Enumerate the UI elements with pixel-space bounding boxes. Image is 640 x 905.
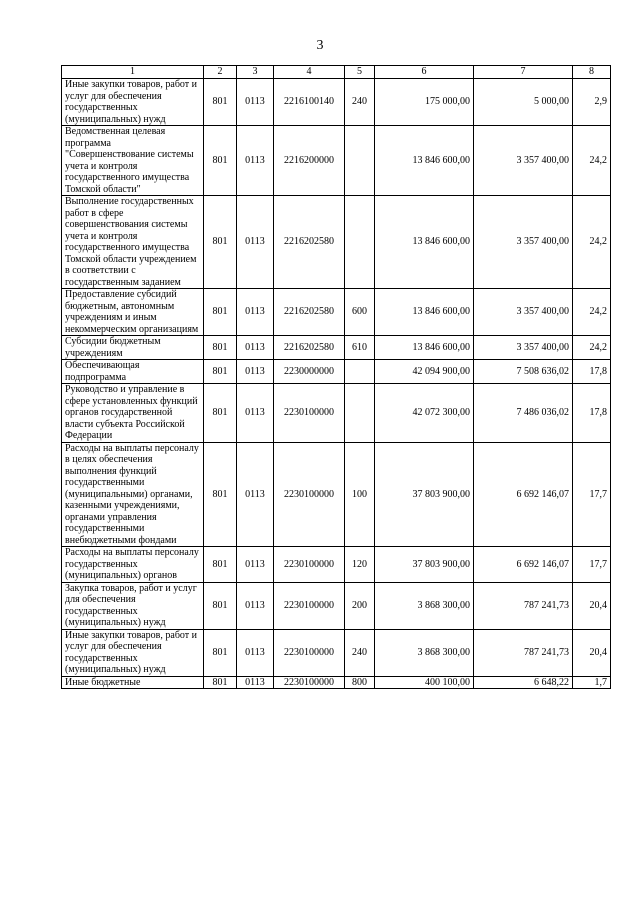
executed-amount-cell: 7 486 036,02 [474,384,573,443]
table-row [62,547,611,583]
percent-cell: 20,4 [573,629,611,676]
target-article-cell: 2230100000 [274,547,345,583]
section-code-cell: 0113 [237,676,274,689]
percent-cell: 2,9 [573,79,611,126]
percent-cell: 20,4 [573,582,611,629]
table-row [62,384,611,443]
department-code-cell: 801 [204,442,237,547]
target-article-cell: 2230100000 [274,442,345,547]
section-code-cell: 0113 [237,126,274,196]
row-name-cell: Выполнение государственных работ в сфере совершенствования системы учета и контроля государственного имущества Томской области учреждением в соответствии с государственным заданием [62,196,204,289]
department-code-cell: 801 [204,126,237,196]
plan-amount-cell: 3 868 300,00 [375,629,474,676]
department-code-cell: 801 [204,676,237,689]
target-article-cell: 2230100000 [274,384,345,443]
row-name-cell: Ведомственная целевая программа "Совершенствование системы учета и контроля государственного имущества Томской области" [62,126,204,196]
section-code-cell: 0113 [237,547,274,583]
expense-type-cell: 100 [345,442,375,547]
executed-amount-cell: 3 357 400,00 [474,289,573,336]
table-row [62,196,611,289]
percent-cell: 17,8 [573,360,611,384]
plan-amount-cell: 13 846 600,00 [375,336,474,360]
target-article-cell: 2216202580 [274,289,345,336]
target-article-cell: 2230000000 [274,360,345,384]
percent-cell: 17,7 [573,547,611,583]
expense-type-cell: 200 [345,582,375,629]
target-article-cell: 2216200000 [274,126,345,196]
budget-table [61,65,611,689]
target-article-cell: 2216202580 [274,336,345,360]
column-header: 1 [62,66,204,79]
expense-type-cell: 240 [345,79,375,126]
expense-type-cell [345,196,375,289]
expense-type-cell [345,384,375,443]
target-article-cell: 2216202580 [274,196,345,289]
department-code-cell: 801 [204,289,237,336]
section-code-cell: 0113 [237,629,274,676]
row-name-cell: Руководство и управление в сфере установленных функций органов государственной власти субъекта Российской Федерации [62,384,204,443]
target-article-cell: 2230100000 [274,629,345,676]
plan-amount-cell: 400 100,00 [375,676,474,689]
section-code-cell: 0113 [237,384,274,443]
expense-type-cell: 120 [345,547,375,583]
section-code-cell: 0113 [237,336,274,360]
department-code-cell: 801 [204,384,237,443]
table-row [62,126,611,196]
plan-amount-cell: 175 000,00 [375,79,474,126]
plan-amount-cell: 13 846 600,00 [375,289,474,336]
row-name-cell: Расходы на выплаты персоналу государственных (муниципальных) органов [62,547,204,583]
plan-amount-cell: 42 094 900,00 [375,360,474,384]
plan-amount-cell: 13 846 600,00 [375,196,474,289]
section-code-cell: 0113 [237,79,274,126]
percent-cell: 1,7 [573,676,611,689]
department-code-cell: 801 [204,547,237,583]
row-name-cell: Обеспечивающая подпрограмма [62,360,204,384]
table-body [62,66,611,689]
table-row [62,289,611,336]
page-number: 3 [316,38,324,53]
executed-amount-cell: 7 508 636,02 [474,360,573,384]
row-name-cell: Предоставление субсидий бюджетным, автономным учреждениям и иным некоммерческим организациям [62,289,204,336]
department-code-cell: 801 [204,336,237,360]
target-article-cell: 2230100000 [274,676,345,689]
row-name-cell: Иные закупки товаров, работ и услуг для обеспечения государственных (муниципальных) нужд [62,79,204,126]
target-article-cell: 2230100000 [274,582,345,629]
plan-amount-cell: 3 868 300,00 [375,582,474,629]
table-row [62,79,611,126]
table-row [62,582,611,629]
department-code-cell: 801 [204,629,237,676]
row-name-cell: Иные закупки товаров, работ и услуг для обеспечения государственных (муниципальных) нужд [62,629,204,676]
column-header: 8 [573,66,611,79]
table-row [62,360,611,384]
plan-amount-cell: 37 803 900,00 [375,547,474,583]
section-code-cell: 0113 [237,196,274,289]
row-name-cell: Расходы на выплаты персоналу в целях обеспечения выполнения функций государственными (муниципальными) органами, казенными учреждениями, органами управления государственными внебюджетными фондами [62,442,204,547]
table-header-row [62,66,611,79]
percent-cell: 24,2 [573,126,611,196]
column-header: 3 [237,66,274,79]
expense-type-cell [345,360,375,384]
executed-amount-cell: 3 357 400,00 [474,196,573,289]
column-header: 4 [274,66,345,79]
department-code-cell: 801 [204,360,237,384]
table-row [62,336,611,360]
executed-amount-cell: 3 357 400,00 [474,336,573,360]
table-row [62,442,611,547]
table-row [62,629,611,676]
section-code-cell: 0113 [237,442,274,547]
table-row [62,676,611,689]
target-article-cell: 2216100140 [274,79,345,126]
expense-type-cell: 600 [345,289,375,336]
department-code-cell: 801 [204,79,237,126]
percent-cell: 17,7 [573,442,611,547]
executed-amount-cell: 5 000,00 [474,79,573,126]
expense-type-cell: 240 [345,629,375,676]
percent-cell: 24,2 [573,196,611,289]
plan-amount-cell: 42 072 300,00 [375,384,474,443]
executed-amount-cell: 787 241,73 [474,582,573,629]
percent-cell: 24,2 [573,289,611,336]
plan-amount-cell: 13 846 600,00 [375,126,474,196]
executed-amount-cell: 787 241,73 [474,629,573,676]
expense-type-cell: 800 [345,676,375,689]
executed-amount-cell: 6 692 146,07 [474,547,573,583]
section-code-cell: 0113 [237,360,274,384]
department-code-cell: 801 [204,582,237,629]
expense-type-cell [345,126,375,196]
row-name-cell: Иные бюджетные [62,676,204,689]
row-name-cell: Закупка товаров, работ и услуг для обеспечения государственных (муниципальных) нужд [62,582,204,629]
section-code-cell: 0113 [237,582,274,629]
expense-type-cell: 610 [345,336,375,360]
section-code-cell: 0113 [237,289,274,336]
column-header: 7 [474,66,573,79]
column-header: 6 [375,66,474,79]
executed-amount-cell: 6 692 146,07 [474,442,573,547]
column-header: 5 [345,66,375,79]
row-name-cell: Субсидии бюджетным учреждениям [62,336,204,360]
executed-amount-cell: 6 648,22 [474,676,573,689]
percent-cell: 17,8 [573,384,611,443]
column-header: 2 [204,66,237,79]
percent-cell: 24,2 [573,336,611,360]
executed-amount-cell: 3 357 400,00 [474,126,573,196]
plan-amount-cell: 37 803 900,00 [375,442,474,547]
department-code-cell: 801 [204,196,237,289]
